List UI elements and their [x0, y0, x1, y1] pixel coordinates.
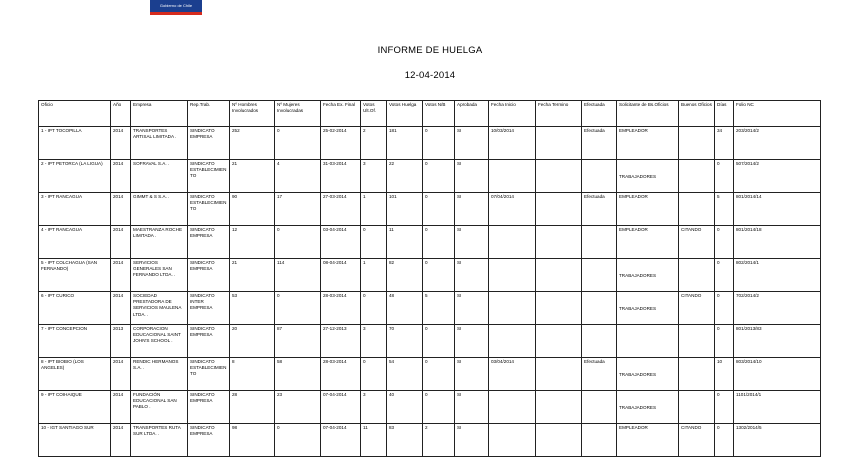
column-header-solicitante: Solicitante de Bs.Oficios: [617, 101, 679, 127]
column-header-fecha-ex-final: Fecha Ex. Final: [321, 101, 361, 127]
cell-dias: 0: [715, 160, 734, 193]
cell-votos-huelga: 22: [387, 160, 423, 193]
table-row: [39, 160, 821, 193]
cell-oficio: 4 - IPT RANCAGUA: [39, 226, 111, 259]
solicitante-value: TRABAJADORES: [619, 174, 657, 179]
cell-hombres: 21: [230, 259, 275, 292]
cell-oficio: 3 - IPT RANCAGUA: [39, 193, 111, 226]
cell-folio-nc: 702/2014/2: [734, 292, 821, 325]
cell-mujeres: 4: [275, 160, 321, 193]
cell-mujeres: 0: [275, 424, 321, 457]
table-row: [39, 292, 821, 325]
cell-fecha-inicio: [489, 226, 536, 259]
cell-anio: 2014: [111, 226, 131, 259]
cell-fecha-termino: [536, 424, 582, 457]
cell-empresa: GIMMT & S S.A. .: [131, 193, 188, 226]
cell-dias: 0: [715, 226, 734, 259]
cell-fecha-inicio: 07/04/2014: [489, 193, 536, 226]
cell-solicitante: EMPLEADOR: [617, 127, 679, 160]
cell-fecha-ex-final: 07-04-2014: [321, 391, 361, 424]
cell-hombres: 8: [230, 358, 275, 391]
cell-hombres: 12: [230, 226, 275, 259]
cell-votos-nb: 0: [423, 226, 455, 259]
table-row: [39, 391, 821, 424]
cell-oficio: 6 - IPT CURICO: [39, 292, 111, 325]
cell-dias: 0: [715, 259, 734, 292]
cell-anio: 2014: [111, 160, 131, 193]
cell-solicitante: [617, 160, 679, 193]
cell-aprobada: SI: [455, 325, 489, 358]
cell-buenos-oficios: CITANDO: [679, 424, 715, 457]
cell-fecha-ex-final: 25-02-2014: [321, 127, 361, 160]
cell-folio-nc: 801/2014/18: [734, 226, 821, 259]
cell-empresa: TRANSPORTES RUTA SUR LTDA. .: [131, 424, 188, 457]
cell-votos-nb: 0: [423, 193, 455, 226]
cell-empresa: MAESTRANZA ROCHE LIMITADA .: [131, 226, 188, 259]
cell-votos-nb: 0: [423, 259, 455, 292]
cell-buenos-oficios: [679, 325, 715, 358]
cell-buenos-oficios: CITANDO: [679, 292, 715, 325]
cell-folio-nc: 801/2014/14: [734, 193, 821, 226]
cell-anio: 2013: [111, 325, 131, 358]
cell-buenos-oficios: [679, 160, 715, 193]
column-header-aprobada: Aprobada: [455, 101, 489, 127]
cell-fecha-termino: [536, 325, 582, 358]
cell-hombres: 98: [230, 424, 275, 457]
cell-empresa: SERVICIOS GENERALES SAN FERNANDO LTDA. .: [131, 259, 188, 292]
cell-votos-ult-of: 3: [361, 391, 387, 424]
column-header-empresa: Empresa: [131, 101, 188, 127]
cell-rep-trab: SINDICATO EMPRESA: [188, 424, 230, 457]
cell-anio: 2014: [111, 424, 131, 457]
logo-text: Gobierno de Chile: [159, 3, 193, 8]
column-header-folio-nc: Folio NC: [734, 101, 821, 127]
cell-efectuada: [582, 160, 617, 193]
solicitante-value: TRABAJADORES: [619, 405, 657, 410]
report-date: 12-04-2014: [404, 70, 456, 81]
column-header-oficio: Oficio: [39, 101, 111, 127]
cell-anio: 2014: [111, 358, 131, 391]
cell-fecha-inicio: [489, 259, 536, 292]
report-title: INFORME DE HUELGA: [377, 45, 483, 56]
solicitante-value: TRABAJADORES: [619, 372, 657, 377]
cell-votos-ult-of: 0: [361, 358, 387, 391]
cell-efectuada: Efectuada: [582, 193, 617, 226]
cell-solicitante: [617, 292, 679, 325]
cell-fecha-ex-final: 08-04-2014: [321, 259, 361, 292]
cell-oficio: 9 - IPT COIHAIQUE: [39, 391, 111, 424]
table-row: [39, 127, 821, 160]
column-header-anio: Año: [111, 101, 131, 127]
cell-votos-ult-of: 1: [361, 259, 387, 292]
cell-aprobada: SI: [455, 160, 489, 193]
cell-buenos-oficios: [679, 193, 715, 226]
cell-votos-huelga: 101: [387, 193, 423, 226]
cell-fecha-inicio: [489, 325, 536, 358]
solicitante-value: TRABAJADORES: [619, 306, 657, 311]
column-header-buenos-oficios: Buenos Oficios: [679, 101, 715, 127]
cell-fecha-inicio: [489, 391, 536, 424]
cell-fecha-ex-final: 03-04-2014: [321, 226, 361, 259]
cell-mujeres: 58: [275, 358, 321, 391]
cell-dias: 34: [715, 127, 734, 160]
table-row: [39, 358, 821, 391]
cell-fecha-ex-final: 07-04-2014: [321, 424, 361, 457]
cell-folio-nc: 507/2014/2: [734, 160, 821, 193]
cell-efectuada: [582, 391, 617, 424]
cell-mujeres: 0: [275, 226, 321, 259]
cell-aprobada: SI: [455, 193, 489, 226]
cell-aprobada: SI: [455, 358, 489, 391]
cell-folio-nc: 203/2014/2: [734, 127, 821, 160]
cell-hombres: 21: [230, 160, 275, 193]
cell-empresa: TRANSPORTES ARTISAL LIMITADA .: [131, 127, 188, 160]
cell-efectuada: [582, 226, 617, 259]
cell-rep-trab: SINDICATO ESTABLECIMIENTO: [188, 358, 230, 391]
cell-votos-ult-of: 2: [361, 127, 387, 160]
cell-efectuada: [582, 259, 617, 292]
cell-aprobada: SI: [455, 391, 489, 424]
cell-aprobada: SI: [455, 127, 489, 160]
cell-efectuada: [582, 424, 617, 457]
cell-aprobada: SI: [455, 292, 489, 325]
cell-dias: 0: [715, 292, 734, 325]
column-header-votos-ult-of: Votos Ult.Of.: [361, 101, 387, 127]
cell-mujeres: 0: [275, 127, 321, 160]
cell-oficio: 8 - IPT BIOBIO (LOS ANGELES): [39, 358, 111, 391]
cell-rep-trab: SINDICATO ESTABLECIMIENTO: [188, 160, 230, 193]
cell-buenos-oficios: [679, 358, 715, 391]
strike-report-table: [38, 100, 821, 457]
cell-folio-nc: 1101/2014/1: [734, 391, 821, 424]
column-header-votos-nb: Votos N/B: [423, 101, 455, 127]
cell-efectuada: Efectuada: [582, 358, 617, 391]
table-row: [39, 226, 821, 259]
cell-anio: 2014: [111, 193, 131, 226]
cell-votos-ult-of: 0: [361, 292, 387, 325]
table-row: [39, 193, 821, 226]
cell-votos-ult-of: 0: [361, 226, 387, 259]
cell-solicitante: EMPLEADOR: [617, 424, 679, 457]
cell-fecha-termino: [536, 193, 582, 226]
cell-empresa: SOCIEDAD PRESTADORA DE SERVICIOS MAULENA LTDA. .: [131, 292, 188, 325]
cell-votos-ult-of: 3: [361, 160, 387, 193]
solicitante-value: TRABAJADORES: [619, 273, 657, 278]
cell-fecha-ex-final: 28-03-2014: [321, 358, 361, 391]
cell-buenos-oficios: [679, 259, 715, 292]
cell-mujeres: 0: [275, 292, 321, 325]
cell-fecha-termino: [536, 391, 582, 424]
cell-rep-trab: SINDICATO INTER EMPRESA: [188, 292, 230, 325]
cell-votos-huelga: 48: [387, 292, 423, 325]
table-row: [39, 259, 821, 292]
cell-folio-nc: 803/2014/10: [734, 358, 821, 391]
cell-fecha-ex-final: 27-03-2014: [321, 193, 361, 226]
table-row: [39, 424, 821, 457]
cell-fecha-inicio: [489, 424, 536, 457]
cell-votos-ult-of: 1: [361, 193, 387, 226]
column-header-rep-trab: Rep.Trab.: [188, 101, 230, 127]
cell-folio-nc: 1302/2014/5: [734, 424, 821, 457]
cell-fecha-termino: [536, 127, 582, 160]
cell-votos-ult-of: 3: [361, 325, 387, 358]
cell-oficio: 2 - IPT PETORCA (LA LIGUA): [39, 160, 111, 193]
cell-mujeres: 87: [275, 325, 321, 358]
cell-empresa: SOFRAVAL S.A. .: [131, 160, 188, 193]
cell-hombres: 252: [230, 127, 275, 160]
cell-rep-trab: SINDICATO EMPRESA: [188, 127, 230, 160]
cell-fecha-inicio: [489, 292, 536, 325]
cell-anio: 2014: [111, 292, 131, 325]
cell-fecha-ex-final: 31-03-2014: [321, 160, 361, 193]
cell-votos-nb: 5: [423, 292, 455, 325]
column-header-fecha-inicio: Fecha Inicio: [489, 101, 536, 127]
cell-votos-huelga: 82: [387, 259, 423, 292]
cell-solicitante: [617, 358, 679, 391]
cell-anio: 2014: [111, 127, 131, 160]
cell-votos-huelga: 11: [387, 226, 423, 259]
cell-solicitante: EMPLEADOR: [617, 226, 679, 259]
column-header-votos-huelga: Votos Huelga: [387, 101, 423, 127]
cell-votos-huelga: 181: [387, 127, 423, 160]
cell-empresa: FUNDACIÓN EDUCACIONAL SAN PABLO .: [131, 391, 188, 424]
cell-hombres: 28: [230, 391, 275, 424]
cell-buenos-oficios: [679, 127, 715, 160]
government-logo: [150, 0, 202, 15]
cell-dias: 10: [715, 358, 734, 391]
column-header-mujeres: Nº Mujeres Involucradas: [275, 101, 321, 127]
cell-solicitante: EMPLEADOR: [617, 193, 679, 226]
cell-fecha-inicio: 03/04/2014: [489, 358, 536, 391]
cell-buenos-oficios: [679, 391, 715, 424]
cell-votos-nb: 0: [423, 325, 455, 358]
column-header-efectuada: Efectuada: [582, 101, 617, 127]
cell-votos-ult-of: 11: [361, 424, 387, 457]
cell-hombres: 53: [230, 292, 275, 325]
cell-folio-nc: 802/2014/1: [734, 259, 821, 292]
column-header-dias: Días: [715, 101, 734, 127]
cell-efectuada: [582, 292, 617, 325]
cell-fecha-inicio: [489, 160, 536, 193]
cell-mujeres: 17: [275, 193, 321, 226]
column-header-hombres: Nº Hombres Involucrados: [230, 101, 275, 127]
table-header-row: [39, 101, 821, 127]
cell-fecha-inicio: 10/03/2014: [489, 127, 536, 160]
cell-dias: 0: [715, 391, 734, 424]
cell-votos-huelga: 40: [387, 391, 423, 424]
cell-votos-nb: 0: [423, 127, 455, 160]
cell-votos-nb: 0: [423, 391, 455, 424]
cell-empresa: CORPORACION EDUCACIONAL SAINT JOHN'S SCHOOL .: [131, 325, 188, 358]
cell-fecha-termino: [536, 160, 582, 193]
cell-hombres: 20: [230, 325, 275, 358]
cell-oficio: 5 - IPT COLCHAGUA (SAN FERNANDO): [39, 259, 111, 292]
cell-dias: 5: [715, 193, 734, 226]
cell-anio: 2014: [111, 259, 131, 292]
cell-efectuada: Efectuada: [582, 127, 617, 160]
cell-rep-trab: SINDICATO EMPRESA: [188, 325, 230, 358]
cell-oficio: 1 - IPT TOCOPILLA: [39, 127, 111, 160]
cell-empresa: RENDIC HERMANOS S.A. .: [131, 358, 188, 391]
cell-hombres: 90: [230, 193, 275, 226]
cell-oficio: 10 - IGT SANTIAGO SUR: [39, 424, 111, 457]
cell-aprobada: SI: [455, 226, 489, 259]
cell-fecha-termino: [536, 226, 582, 259]
cell-aprobada: SI: [455, 424, 489, 457]
cell-votos-nb: 2: [423, 424, 455, 457]
table-row: [39, 325, 821, 358]
cell-solicitante: [617, 325, 679, 358]
cell-votos-huelga: 70: [387, 325, 423, 358]
cell-solicitante: [617, 391, 679, 424]
cell-folio-nc: 801/2013/83: [734, 325, 821, 358]
column-header-fecha-termino: Fecha Termino: [536, 101, 582, 127]
cell-fecha-ex-final: 27-12-2013: [321, 325, 361, 358]
cell-votos-nb: 0: [423, 160, 455, 193]
cell-fecha-termino: [536, 292, 582, 325]
cell-fecha-ex-final: 28-03-2014: [321, 292, 361, 325]
cell-rep-trab: SINDICATO ESTABLECIMIENTO: [188, 193, 230, 226]
cell-dias: 0: [715, 424, 734, 457]
cell-mujeres: 23: [275, 391, 321, 424]
cell-buenos-oficios: CITANDO: [679, 226, 715, 259]
cell-dias: 0: [715, 325, 734, 358]
cell-rep-trab: SINDICATO EMPRESA: [188, 226, 230, 259]
cell-rep-trab: SINDICATO EMPRESA: [188, 259, 230, 292]
cell-votos-huelga: 83: [387, 424, 423, 457]
cell-oficio: 7 - IPT CONCEPCION: [39, 325, 111, 358]
cell-fecha-termino: [536, 358, 582, 391]
cell-efectuada: [582, 325, 617, 358]
cell-rep-trab: SINDICATO EMPRESA: [188, 391, 230, 424]
cell-votos-huelga: 54: [387, 358, 423, 391]
cell-fecha-termino: [536, 259, 582, 292]
cell-aprobada: SI: [455, 259, 489, 292]
cell-votos-nb: 0: [423, 358, 455, 391]
cell-anio: 2014: [111, 391, 131, 424]
cell-mujeres: 114: [275, 259, 321, 292]
cell-solicitante: [617, 259, 679, 292]
